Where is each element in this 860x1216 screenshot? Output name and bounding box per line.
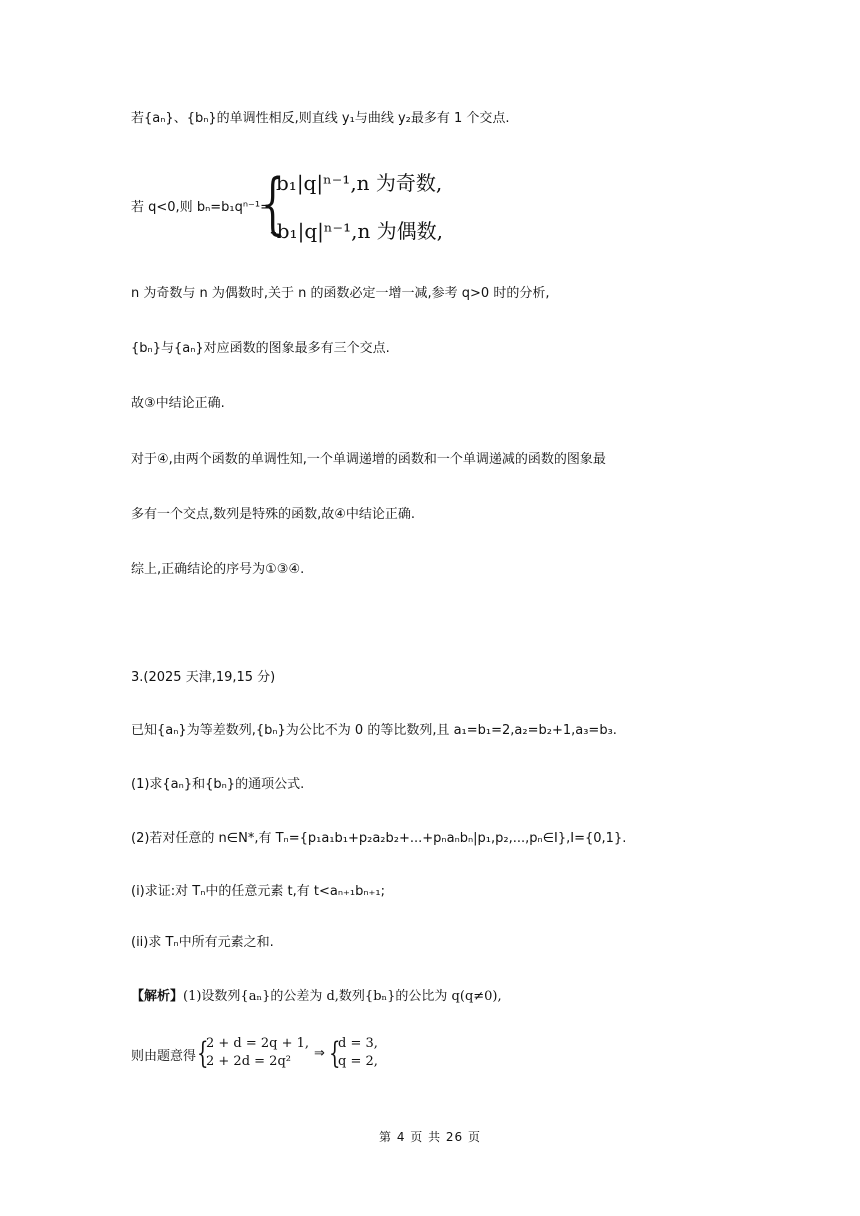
formula-case-even: -b₁|q|ⁿ⁻¹,n 为偶数, (270, 219, 444, 243)
equation-2: 2 + 2d = 2q² (206, 1054, 291, 1069)
question-part-2: (2)若对任意的 n∈N*,有 Tₙ={p₁a₁b₁+p₂a₂b₂+...+pₙaₙbₙ|p₁,p₂,...,pₙ∈I},I={0,1}. (131, 831, 627, 846)
text-line: {bₙ}与{aₙ}对应函数的图象最多有三个交点. (131, 341, 390, 356)
result-1: d = 3, (338, 1036, 378, 1051)
result-2: q = 2, (338, 1054, 378, 1069)
solution-text: (1)设数列{aₙ}的公差为 d,数列{bₙ}的公比为 q(q≠0), (183, 989, 502, 1004)
page-footer: 第 4 页 共 26 页 (379, 1130, 481, 1144)
formula-case-odd: b₁|q|ⁿ⁻¹,n 为奇数, (276, 171, 443, 195)
text-line: 综上,正确结论的序号为①③④. (131, 562, 305, 577)
equation-1: 2 + d = 2q + 1, (206, 1036, 310, 1051)
formula-lead: 若 q<0,则 bₙ=b₁qⁿ⁻¹= (131, 200, 271, 215)
text-line: 故③中结论正确. (131, 396, 225, 411)
question-part-2-ii: (ii)求 Tₙ中所有元素之和. (131, 935, 274, 950)
problem-heading: 3.(2025 天津,19,15 分) (131, 670, 276, 685)
implies-symbol: ⇒ (314, 1046, 325, 1061)
text-line: n 为奇数与 n 为偶数时,关于 n 的函数必定一增一减,参考 q>0 时的分析, (131, 286, 550, 301)
result-brace: { (329, 1036, 341, 1071)
text-line: 若{aₙ}、{bₙ}的单调性相反,则直线 y₁与曲线 y₂最多有 1 个交点. (131, 111, 510, 126)
system-brace: { (197, 1036, 209, 1071)
text-line: 对于④,由两个函数的单调性知,一个单调递增的函数和一个单调递减的函数的图象最 (131, 452, 606, 467)
problem-statement: 已知{aₙ}为等差数列,{bₙ}为公比不为 0 的等比数列,且 a₁=b₁=2,a₂=b₂+1,a₃=b₃. (131, 723, 617, 738)
left-brace: { (261, 165, 285, 242)
solution-label: 【解析】 (131, 989, 184, 1004)
question-part-1: (1)求{aₙ}和{bₙ}的通项公式. (131, 777, 305, 792)
solution-start (131, 988, 502, 1006)
question-part-2-i: (i)求证:对 Tₙ中的任意元素 t,有 t<aₙ₊₁bₙ₊₁; (131, 884, 385, 899)
text-line: 多有一个交点,数列是特殊的函数,故④中结论正确. (131, 507, 416, 522)
system-lead: 则由题意得 (131, 1049, 197, 1064)
